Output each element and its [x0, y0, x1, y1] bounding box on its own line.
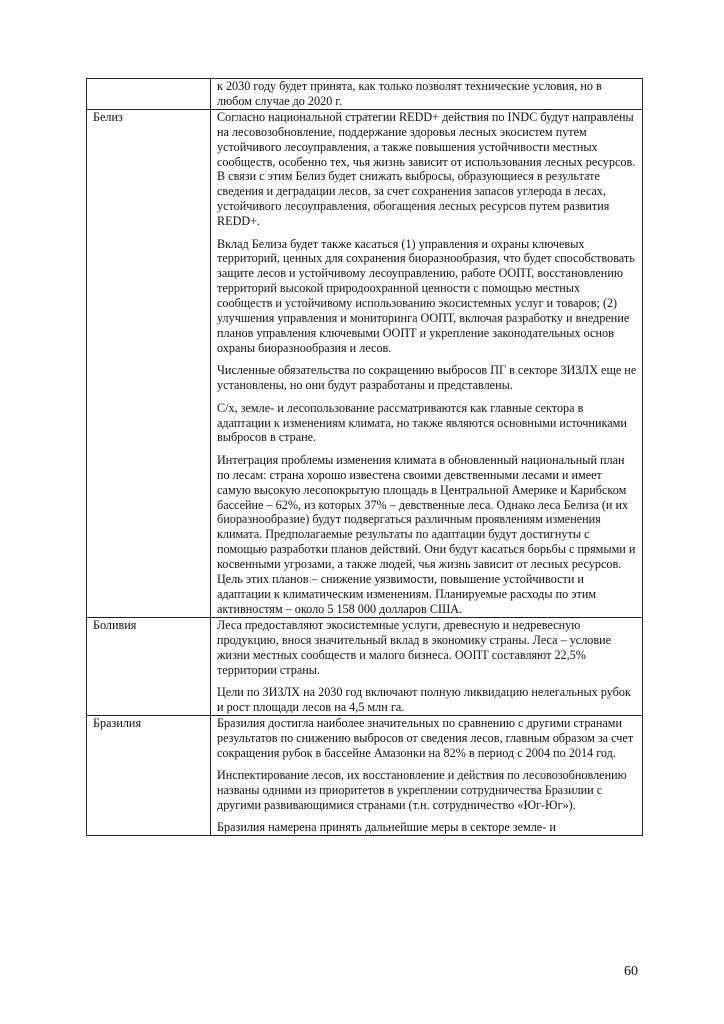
page-number: 60: [624, 964, 638, 979]
indc-forest-table: [86, 78, 643, 836]
country-cell-bolivia: Боливия: [87, 617, 211, 715]
country-cell: [87, 79, 211, 110]
country-cell-belize: Белиз: [87, 109, 211, 617]
content-cell: [211, 617, 643, 715]
paragraph: Бразилия достигла наиболее значительных по сравнению с другими странами результатов по снижению выбросов от сведения лесов, главным образом за счет сокращения рубок в бассейне Амазонки на 82% в период с 2004 по 2014 год.: [217, 715, 634, 760]
paragraph: к 2030 году будет принята, как только позволят технические условия, но в любом случае до 2020 г.: [217, 79, 602, 108]
paragraph: Численные обязательства по сокращению выбросов ПГ в секторе ЗИЗЛХ еще не установлены, но они будут разработаны и представлены.: [217, 363, 637, 393]
paragraph: Вклад Белиза будет также касаться (1) управления и охраны ключевых территорий, ценных для сохранения биоразнообразия, что будет способствовать защите лесов и устойчивому лесоуправлению, работе ООПТ, восстановлению территорий высокой природоохранной ценности с помощью местных сообществ и устойчивому использованию экосистемных услуг и товаров; (2) улучшения управления и мониторинга ООПТ, включая разработку и внедрение планов управления ключевыми ООПТ и укрепление законодательных основ охраны биоразнообразия и лесов.: [217, 236, 635, 355]
table-row: [87, 79, 643, 110]
paragraph: Согласно национальной стратегии REDD+ действия по INDC будут направлены на лесовозобновление, поддержание здоровья лесных экосистем путем устойчивого лесоуправления, а также повышения устойчивости местных сообществ, особенно тех, чья жизнь зависит от использования лесных ресурсов. В связи с этим Белиз будет снижать выбросы, образующиеся в результате сведения и деградации лесов, за счет сохранения запасов углерода в лесах, устойчивого лесоуправления, обогащения лесных ресурсов путем развития REDD+.: [217, 109, 636, 229]
paragraph: Интеграция проблемы изменения климата в обновленный национальный план по лесам: страна хорошо известена своими девственными лесами и имеет самую высокую лесопокрытую площадь в Центральной Америке и Карибском бассейне – 62%, из которых 37% – девственные леса. Однако леса Белиза (и их биоразнообразие) будут подвергаться различным проявлениям изменения климата. Предполагаемые результаты по адаптации будут достигнуты с помощью разработки планов действий. Они будут касаться борьбы с прямыми и косвенными угрозами, а также людей, чья жизнь зависит от лесных ресурсов. Цель этих планов – снижение уязвимости, повышение устойчивости и адаптации к климатическим изменениям. Планируемые расходы по этим активностям – около 5 158 000 долларов США.: [217, 452, 636, 616]
table-row: [87, 715, 643, 835]
country-cell-brazil: Бразилия: [87, 715, 211, 835]
content-cell: [211, 79, 643, 110]
content-cell: [211, 715, 643, 835]
table-row: [87, 109, 643, 617]
paragraph: Инспектирование лесов, их восстановление и действия по лесовозобновлению названы одними из приоритетов в укреплении сотрудничества Бразилии с другими развивающимися странами (т.н. сотрудничество «Юг-Юг»).: [217, 767, 627, 812]
paragraph: Леса предоставляют экосистемные услуги, древесную и недревесную продукцию, внося значительный вклад в экономику страны. Леса – условие жизни местных сообществ и малого бизнеса. ООПТ составляют 22,5% территории страны.: [217, 617, 612, 677]
paragraph: С/х, земле- и лесопользование рассматриваются как главные сектора в адаптации к изменениям климата, но также являются основными источниками выбросов в стране.: [217, 400, 627, 445]
content-cell: [211, 109, 643, 617]
paragraph: Цели по ЗИЗЛХ на 2030 год включают полную ликвидацию нелегальных рубок и рост площади лесов на 4,5 млн га.: [217, 684, 631, 714]
table-row: [87, 617, 643, 715]
paragraph: Бразилия намерена принять дальнейшие меры в секторе земле- и: [217, 820, 556, 835]
